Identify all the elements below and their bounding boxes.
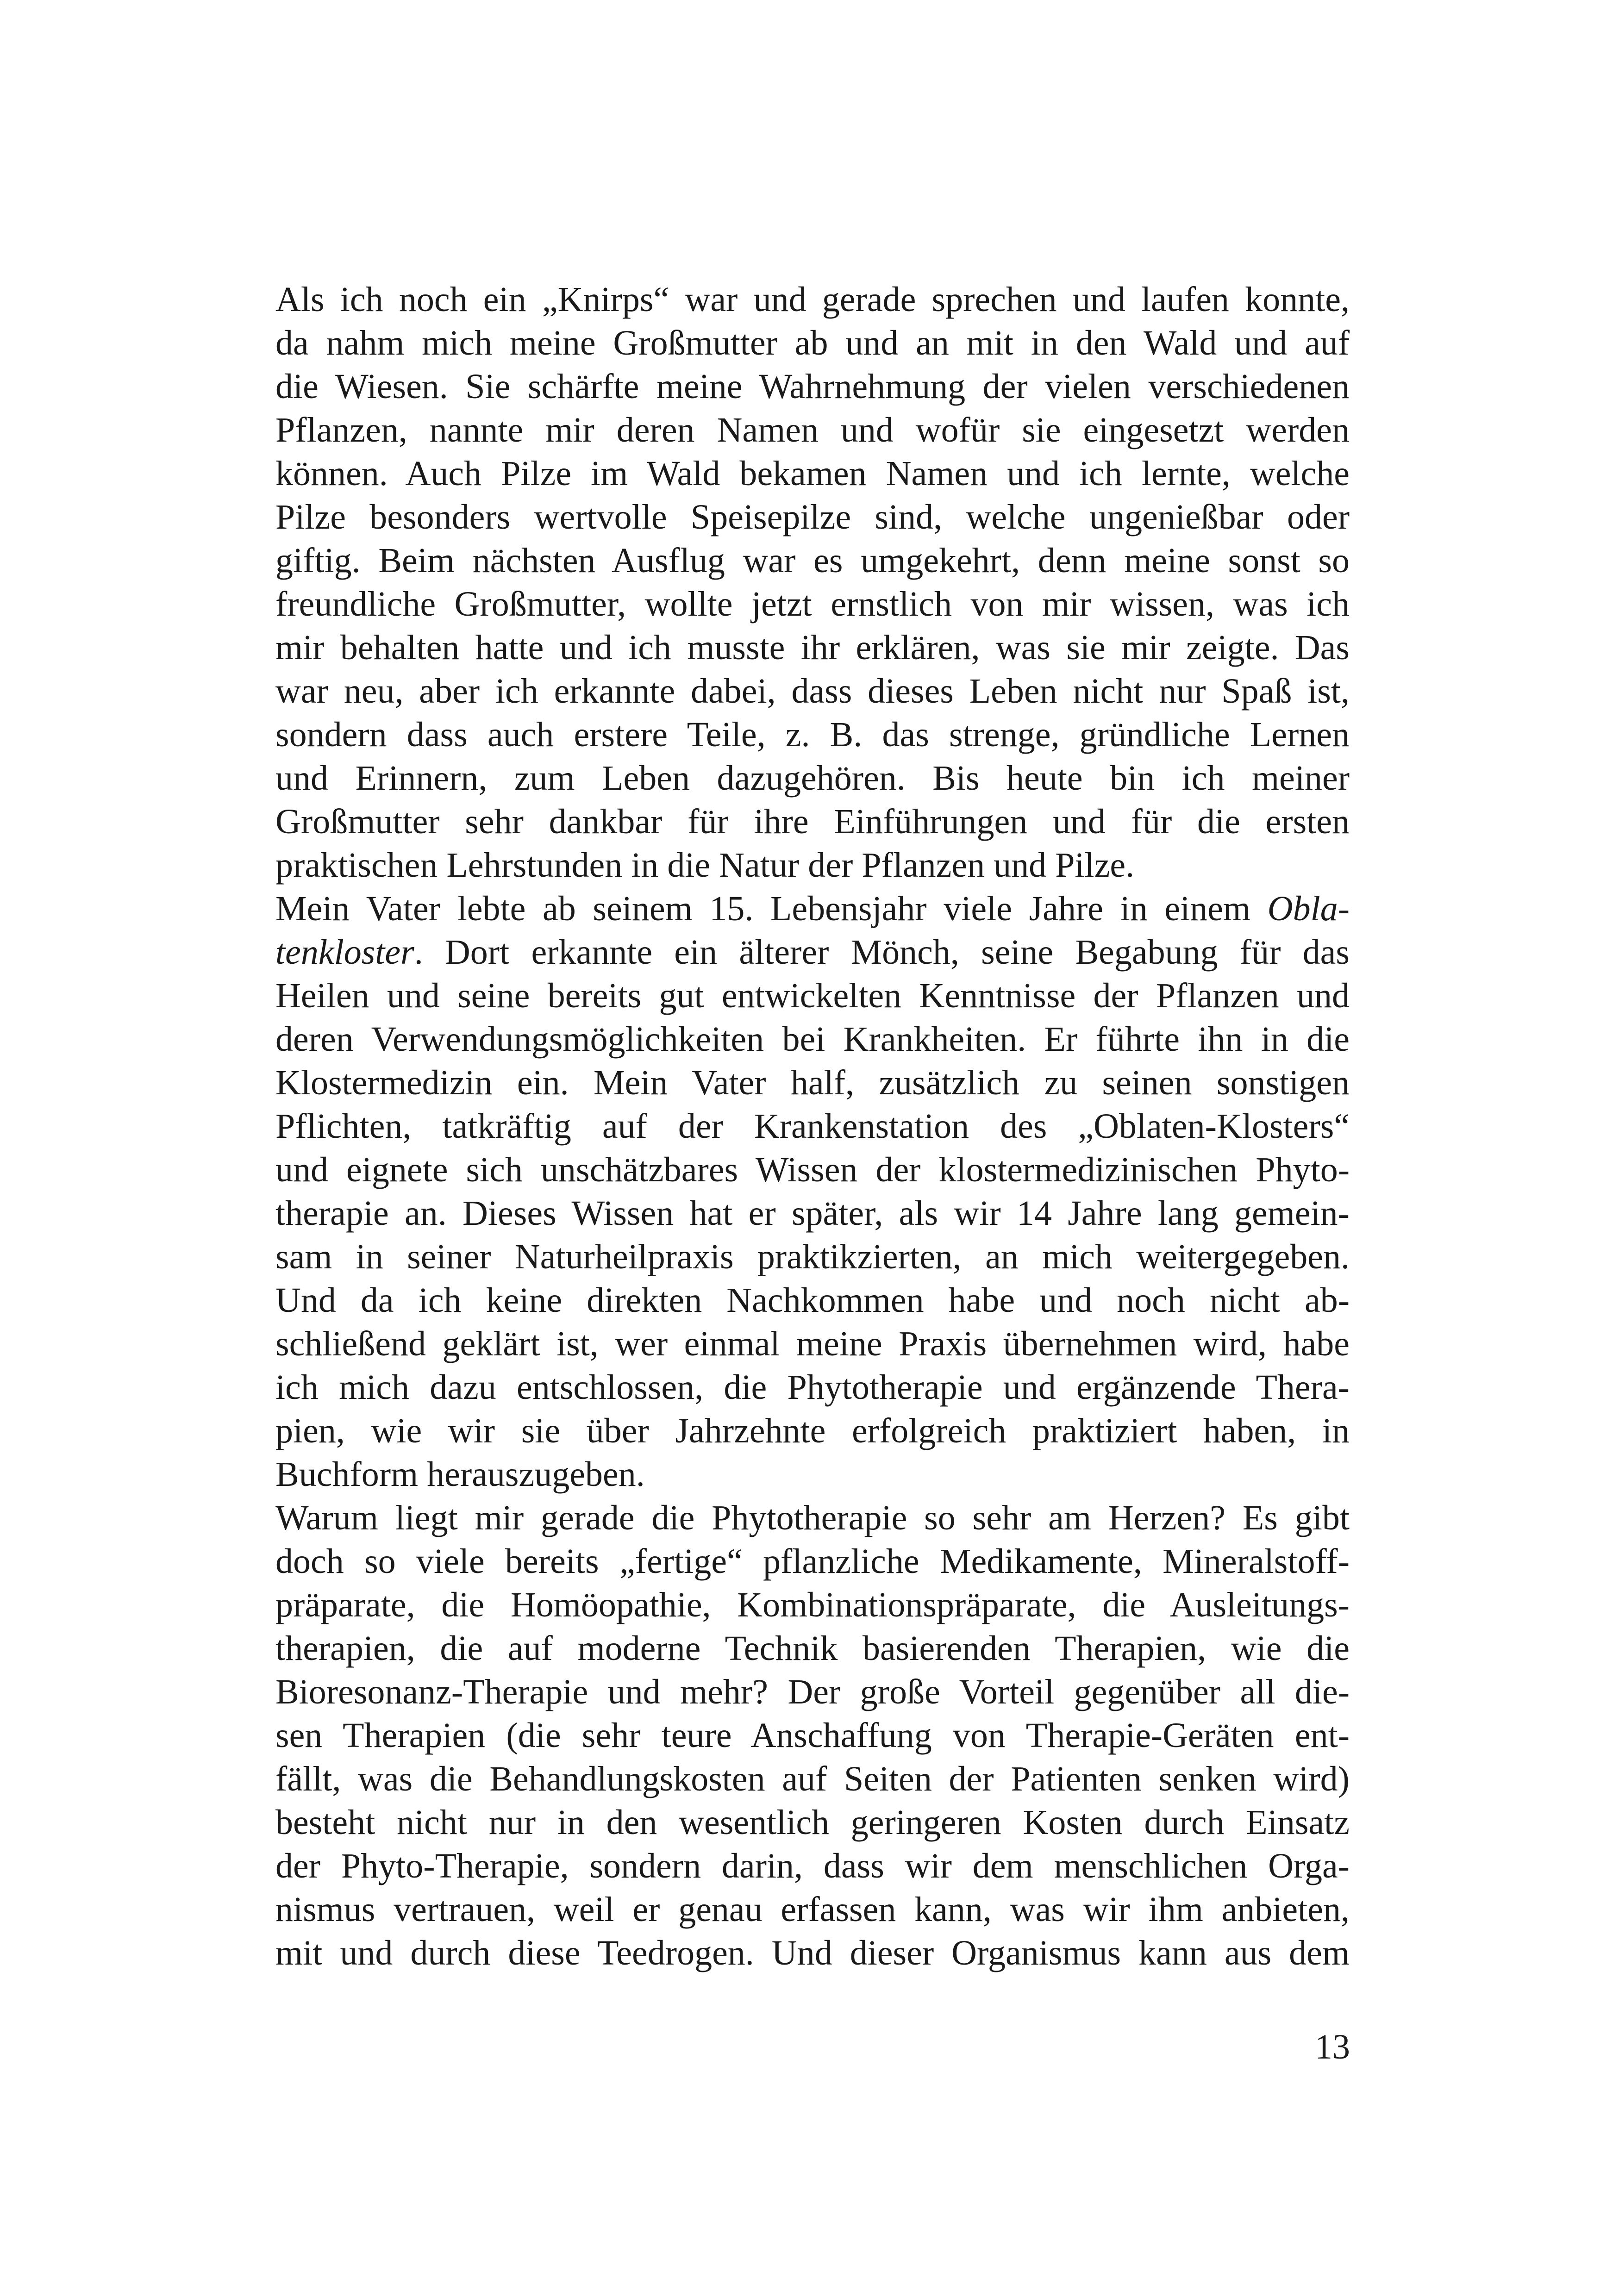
text-line: besteht nicht nur in den wesentlich geringeren Kosten durch Einsatz: [275, 1803, 1350, 1842]
text-line: Warum liegt mir gerade die Phytotherapie so sehr am Herzen? Es gibt: [275, 1498, 1350, 1537]
text-line: mir behalten hatte und ich musste ihr erklären, was sie mir zeigte. Das: [275, 628, 1350, 667]
text-line: Bioresonanz-Therapie und mehr? Der große Vorteil gegenüber all die-: [275, 1672, 1350, 1711]
text-line: therapie an. Dieses Wissen hat er später, als wir 14 Jahre lang gemein-: [275, 1194, 1350, 1233]
text-line: mit und durch diese Teedrogen. Und dieser Organismus kann aus dem: [275, 1934, 1350, 1972]
text-line: schließend geklärt ist, wer einmal meine Praxis übernehmen wird, habe: [275, 1324, 1350, 1363]
text-line: Und da ich keine direkten Nachkommen habe und noch nicht ab-: [275, 1281, 1350, 1320]
text-line: Buchform herauszugeben.: [275, 1455, 645, 1494]
text-line: therapien, die auf moderne Technik basierenden Therapien, wie die: [275, 1629, 1350, 1668]
text-line: nismus vertrauen, weil er genau erfassen kann, was wir ihm anbieten,: [275, 1890, 1350, 1929]
text-segment: Mein Vater lebte ab seinem 15. Lebensjahr viele Jahre in einem: [275, 889, 1268, 928]
text-line: fällt, was die Behandlungskosten auf Seiten der Patienten senken wird): [275, 1759, 1350, 1798]
page-number: 13: [1315, 2028, 1350, 2066]
text-line: pien, wie wir sie über Jahrzehnte erfolgreich praktiziert haben, in: [275, 1411, 1350, 1450]
text-line: sondern dass auch erstere Teile, z. B. das strenge, gründliche Lernen: [275, 715, 1350, 754]
text-line: war neu, aber ich erkannte dabei, dass dieses Leben nicht nur Spaß ist,: [275, 672, 1350, 711]
body-text: [275, 278, 1350, 1975]
text-line: Klostermedizin ein. Mein Vater half, zusätzlich zu seinen sonstigen: [275, 1063, 1350, 1102]
text-line: [275, 887, 1350, 930]
text-line: der Phyto-Therapie, sondern darin, dass wir dem menschlichen Orga-: [275, 1847, 1350, 1885]
text-line: sam in seiner Naturheilpraxis praktikzierten, an mich weitergegeben.: [275, 1237, 1350, 1276]
text-line: Heilen und seine bereits gut entwickelten Kenntnisse der Pflanzen und: [275, 976, 1350, 1015]
text-line: präparate, die Homöopathie, Kombinationspräparate, die Ausleitungs-: [275, 1585, 1350, 1624]
text-line: praktischen Lehrstunden in die Natur der Pflanzen und Pilze.: [275, 846, 1135, 885]
text-line: die Wiesen. Sie schärfte meine Wahrnehmung der vielen verschiedenen: [275, 367, 1350, 406]
text-line: Großmutter sehr dankbar für ihre Einführungen und für die ersten: [275, 802, 1350, 841]
text-line: sen Therapien (die sehr teure Anschaffung von Therapie-Geräten ent-: [275, 1716, 1350, 1755]
text-line: und eignete sich unschätzbares Wissen der klostermedizinischen Phyto-: [275, 1150, 1350, 1189]
text-line: giftig. Beim nächsten Ausflug war es umgekehrt, denn meine sonst so: [275, 541, 1350, 580]
text-line: doch so viele bereits „fertige“ pflanzliche Medikamente, Mineralstoff-: [275, 1542, 1350, 1581]
text-segment: . Dort erkannte ein älterer Mönch, seine Begabung für das: [414, 933, 1350, 972]
text-line: Als ich noch ein „Knirps“ war und gerade sprechen und laufen konnte,: [275, 280, 1350, 319]
italic-term: Obla-: [1267, 889, 1350, 928]
italic-term: tenkloster: [275, 933, 414, 972]
text-line: können. Auch Pilze im Wald bekamen Namen und ich lernte, welche: [275, 454, 1350, 493]
paragraph-1: [275, 278, 1350, 887]
paragraph-3: [275, 1496, 1350, 1975]
text-line: freundliche Großmutter, wollte jetzt ernstlich von mir wissen, was ich: [275, 585, 1350, 624]
text-line: Pilze besonders wertvolle Speisepilze sind, welche ungenießbar oder: [275, 498, 1350, 537]
text-line: deren Verwendungsmöglichkeiten bei Krankheiten. Er führte ihn in die: [275, 1020, 1350, 1059]
text-line: Pflanzen, nannte mir deren Namen und wofür sie eingesetzt werden: [275, 411, 1350, 449]
text-line: da nahm mich meine Großmutter ab und an mit in den Wald und auf: [275, 324, 1350, 362]
text-line: [275, 930, 1350, 974]
text-line: Pflichten, tatkräftig auf der Krankenstation des „Oblaten-Klosters“: [275, 1107, 1350, 1146]
text-line: ich mich dazu entschlossen, die Phytotherapie und ergänzende Thera-: [275, 1368, 1350, 1407]
text-line: und Erinnern, zum Leben dazugehören. Bis heute bin ich meiner: [275, 759, 1350, 798]
paragraph-2: [275, 887, 1350, 1496]
